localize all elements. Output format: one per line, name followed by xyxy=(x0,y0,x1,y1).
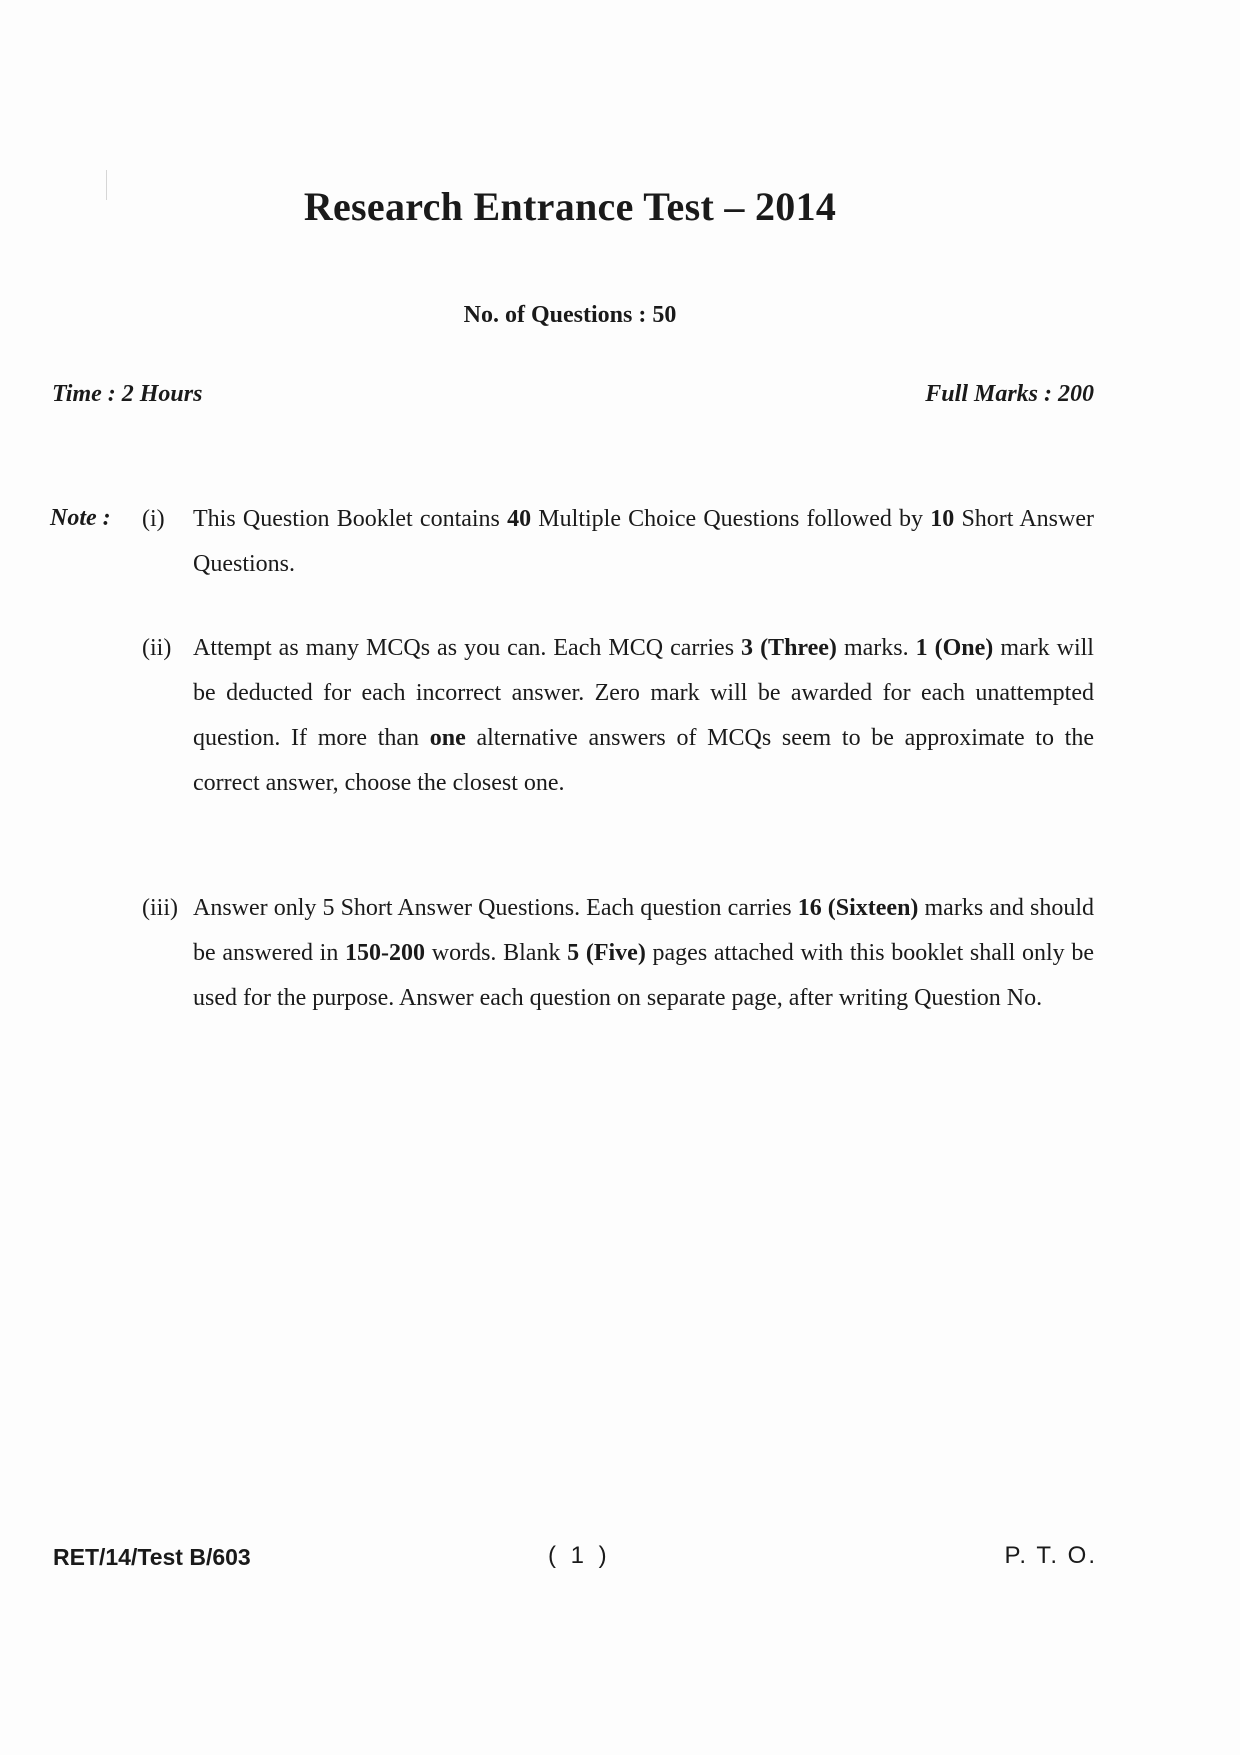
note-item-3 xyxy=(142,886,1094,1021)
body-text: pages attached with this booklet shall only be used for the purpose. Answer each question on separate page, after writing Question No. xyxy=(193,940,1094,1011)
emphasis-text: 10 xyxy=(930,506,955,532)
body-text: words. Blank xyxy=(425,940,568,966)
emphasis-text: 40 xyxy=(507,506,532,532)
emphasis-text: 3 (Three) xyxy=(741,635,837,661)
time-allowed: Time : 2 Hours xyxy=(52,381,203,407)
emphasis-text: 16 (Sixteen) xyxy=(797,895,919,921)
full-marks: Full Marks : 200 xyxy=(925,381,1094,407)
emphasis-text: 5 (Five) xyxy=(567,940,646,966)
please-turn-over: P. T. O. xyxy=(1004,1542,1097,1569)
note-item-number: (ii) xyxy=(142,635,172,661)
emphasis-text: one xyxy=(429,725,466,751)
body-text: marks. xyxy=(836,635,916,661)
note-item-1 xyxy=(142,497,1094,587)
body-text: marks and should be answered in xyxy=(193,895,1094,966)
body-text: Answer only 5 Short Answer Questions. Each question carries xyxy=(193,895,798,921)
body-text: mark will be deducted for each incorrect answer. Zero mark will be awarded for each unattempted question. If more than xyxy=(193,635,1094,751)
note-item-2 xyxy=(142,626,1094,806)
body-text: alternative answers of MCQs seem to be approximate to the correct answer, choose the closest one. xyxy=(193,725,1095,796)
note-item-text xyxy=(193,626,1094,806)
emphasis-text: 1 (One) xyxy=(915,635,994,661)
note-item-number: (iii) xyxy=(142,895,178,921)
note-label: Note : xyxy=(50,505,111,531)
page-number: ( 1 ) xyxy=(548,1542,611,1569)
body-text: Short Answer Questions. xyxy=(193,506,1094,577)
booklet-code: RET/14/Test B/603 xyxy=(53,1544,251,1570)
note-item-number: (i) xyxy=(142,506,165,532)
emphasis-text: 150-200 xyxy=(345,940,426,966)
number-of-questions: No. of Questions : 50 xyxy=(463,302,677,328)
body-text: This Question Booklet contains xyxy=(193,506,508,532)
body-text: Multiple Choice Questions followed by xyxy=(531,506,931,532)
note-item-text xyxy=(193,886,1094,1021)
page-title: Research Entrance Test – 2014 xyxy=(303,184,837,229)
note-item-text xyxy=(193,497,1094,587)
body-text: Attempt as many MCQs as you can. Each MCQ carries xyxy=(193,635,742,661)
